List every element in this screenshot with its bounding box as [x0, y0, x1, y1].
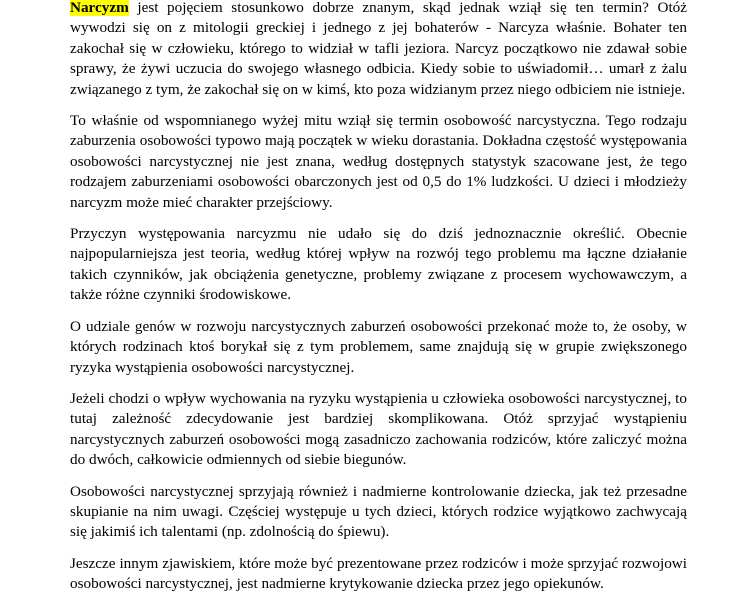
paragraph-criticism: Jeszcze innym zjawiskiem, które może być prezentowane przez rodziców i może sprzyjać rozwojowi osobowości narcystycznej, jest nadmierne krytykowanie dziecka przez jego opiekunów. [70, 554, 687, 593]
paragraph-intro-text: jest pojęciem stosunkowo dobrze znanym, skąd jednak wziął się ten termin? Otóż wywodzi się on z mitologii greckiej i jednego z jej bohaterów - Narcyza właśnie. Bohater ten zakochał się w człowieku, którego to widział w tafli jeziora. Narcyz początkowo nie zdawał sobie sprawy, że żywi uczucia do swojego własnego odbicia. Kiedy sobie to uświadomił… umarł z żalu związanego z tym, że zakochał się on w kimś, kto poza widzianym przez niego odbiciem nie istnieje. [70, 0, 687, 98]
paragraph-upbringing: Jeżeli chodzi o wpływ wychowania na ryzyku wystąpienia u człowieka osobowości narcystycznej, to tutaj zależność zdecydowanie jest bardziej skomplikowana. Otóż sprzyjać wystąpieniu narcystycznych zaburzeń osobowości mogą zasadniczo zachowania rodziców, które zaliczyć można do dwóch, całkowicie odmiennych od siebie biegunów. [70, 389, 687, 469]
paragraph-intro [70, 0, 687, 100]
paragraph-genes: O udziale genów w rozwoju narcystycznych zaburzeń osobowości przekonać może to, że osoby, w których rodzinach ktoś borykał się z tym problemem, same znajdują się w grupie zwiększonego ryzyka wystąpienia osobowości narcystycznej. [70, 317, 687, 376]
highlighted-term: Narcyzm [70, 0, 129, 16]
paragraph-causes: Przyczyn występowania narcyzmu nie udało się do dziś jednoznacznie określić. Obecnie najpopularniejsza jest teoria, według której wpływ na rozwój tego problemu ma łączne działanie takich czynników, jak obciążenia genetyczne, problemy związane z procesem wychowawczym, a także różne czynniki środowiskowe. [70, 225, 687, 304]
paragraph-control: Osobowości narcystycznej sprzyjają również i nadmierne kontrolowanie dziecka, jak też przesadne skupianie na nim uwagi. Częściej występuje u tych dzieci, których rodzice wyjątkowo zachwycają się jakimiś ich talentami (np. zdolnością do śpiewu). [70, 482, 687, 541]
paragraph-origin: To właśnie od wspomnianego wyżej mitu wziął się termin osobowość narcystyczna. Tego rodzaju zaburzenia osobowości typowo mają początek w wieku dorastania. Dokładna częstość występowania osobowości narcystycznej nie jest znana, według dostępnych statystyk szacowane jest, że tego rodzajem zaburzeniami osobowości obarczonych jest od 0,5 do 1% ludzkości. U dzieci i młodzieży narcyzm może mieć charakter przejściowy. [70, 112, 687, 211]
